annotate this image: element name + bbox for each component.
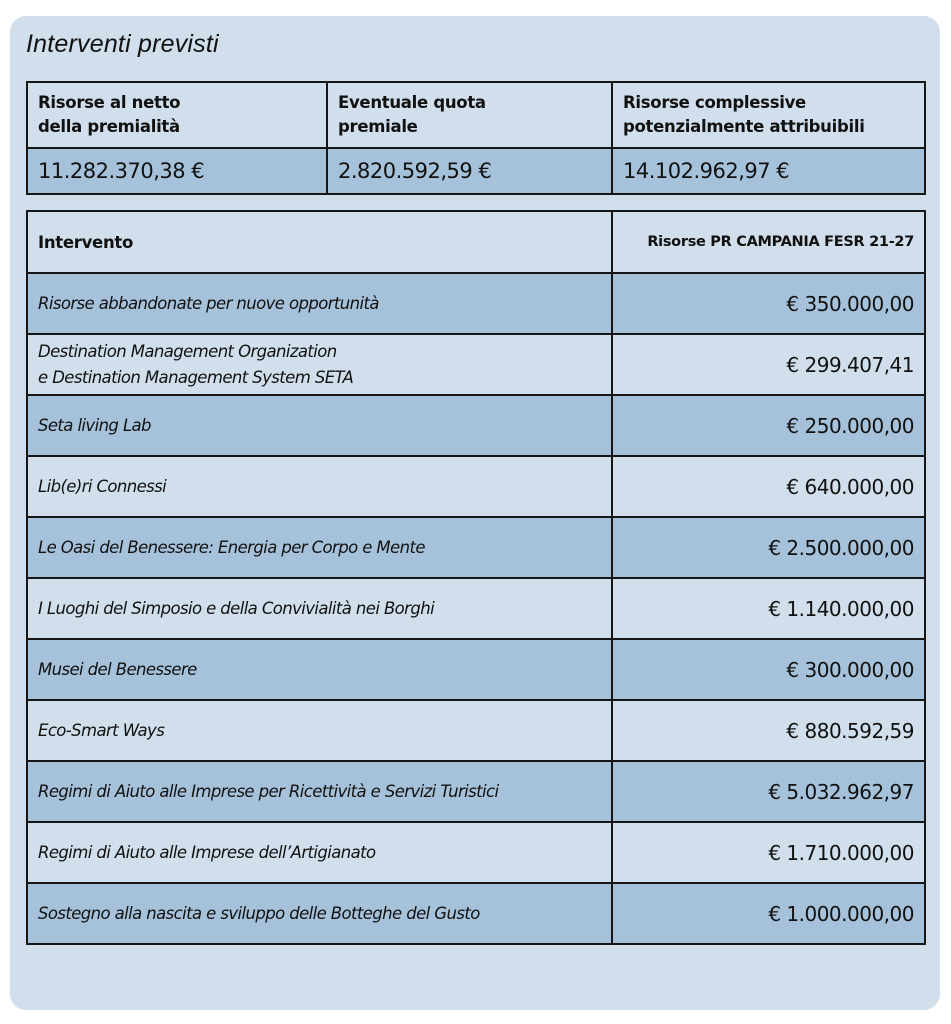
table-row — [27, 456, 925, 517]
intervention-amount: € 300.000,00 — [612, 639, 925, 700]
summary-value-total-resources: 14.102.962,97 € — [612, 148, 925, 194]
summary-value-net-resources: 11.282.370,38 € — [27, 148, 327, 194]
intervention-amount: € 1.000.000,00 — [612, 883, 925, 944]
intervention-name: Musei del Benessere — [27, 639, 612, 700]
intervention-name: Regimi di Aiuto alle Imprese per Ricettività e Servizi Turistici — [27, 761, 612, 822]
table-row — [27, 700, 925, 761]
intervention-name: Sostegno alla nascita e sviluppo delle Botteghe del Gusto — [27, 883, 612, 944]
summary-header-row — [27, 82, 925, 148]
table-row — [27, 822, 925, 883]
table-row — [27, 578, 925, 639]
summary-header-net-resources: Risorse al netto della premialità — [27, 82, 327, 148]
intervention-amount: € 350.000,00 — [612, 273, 925, 334]
table-row — [27, 273, 925, 334]
column-header-resources: Risorse PR CAMPANIA FESR 21-27 — [612, 211, 925, 273]
summary-table — [26, 81, 926, 195]
interventions-table — [26, 210, 926, 945]
table-row — [27, 517, 925, 578]
page-title: Interventi previsti — [26, 30, 219, 58]
intervention-amount: € 2.500.000,00 — [612, 517, 925, 578]
table-row — [27, 639, 925, 700]
column-header-intervention: Intervento — [27, 211, 612, 273]
intervention-name: Lib(e)ri Connessi — [27, 456, 612, 517]
intervention-name: Regimi di Aiuto alle Imprese dell’Artigianato — [27, 822, 612, 883]
summary-values-row — [27, 148, 925, 194]
table-row — [27, 334, 925, 395]
intervention-amount: € 640.000,00 — [612, 456, 925, 517]
table-row — [27, 883, 925, 944]
interventions-header-row — [27, 211, 925, 273]
intervention-name: Seta living Lab — [27, 395, 612, 456]
summary-value-premium-share: 2.820.592,59 € — [327, 148, 612, 194]
intervention-amount: € 880.592,59 — [612, 700, 925, 761]
summary-header-total-resources: Risorse complessive potenzialmente attribuibili — [612, 82, 925, 148]
intervention-name: Le Oasi del Benessere: Energia per Corpo e Mente — [27, 517, 612, 578]
table-row — [27, 761, 925, 822]
intervention-amount: € 1.140.000,00 — [612, 578, 925, 639]
intervention-name: Destination Management Organization e Destination Management System SETA — [27, 334, 612, 395]
intervention-amount: € 1.710.000,00 — [612, 822, 925, 883]
intervention-amount: € 250.000,00 — [612, 395, 925, 456]
intervention-amount: € 299.407,41 — [612, 334, 925, 395]
summary-header-premium-share: Eventuale quota premiale — [327, 82, 612, 148]
intervention-name: I Luoghi del Simposio e della Convivialità nei Borghi — [27, 578, 612, 639]
intervention-amount: € 5.032.962,97 — [612, 761, 925, 822]
intervention-name: Risorse abbandonate per nuove opportunità — [27, 273, 612, 334]
table-row — [27, 395, 925, 456]
intervention-name: Eco-Smart Ways — [27, 700, 612, 761]
